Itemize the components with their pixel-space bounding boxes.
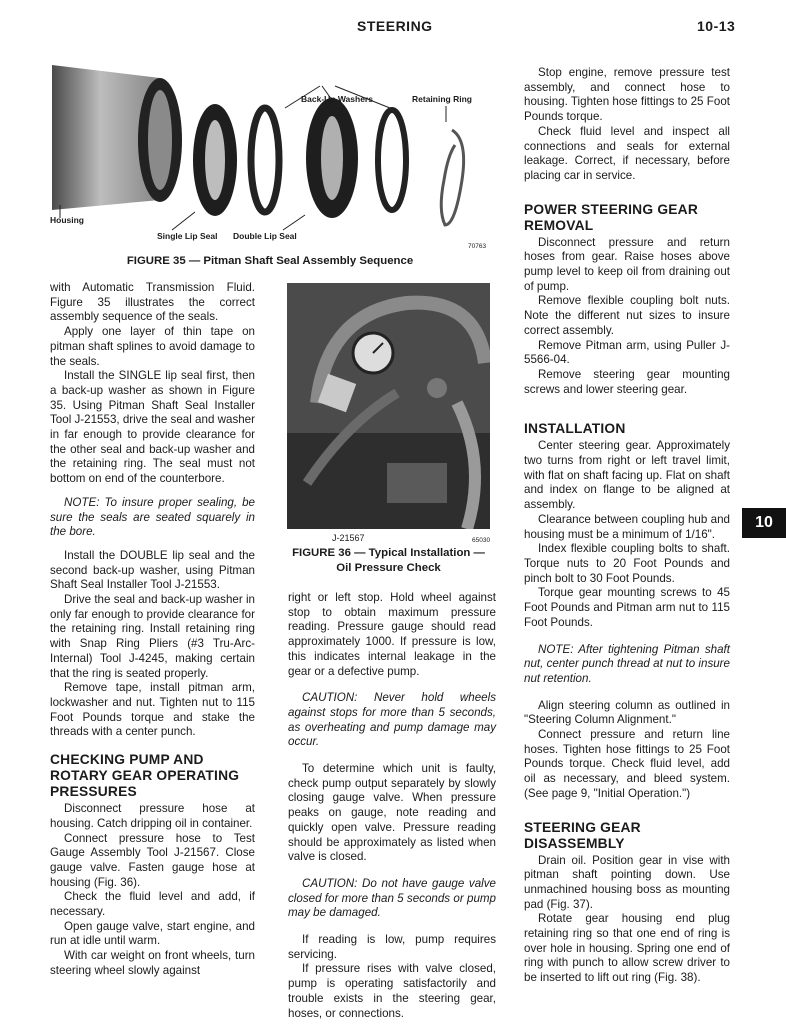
heading-installation: INSTALLATION [524,421,626,437]
heading-gear-disassembly: STEERING GEAR DISASSEMBLY [524,819,641,851]
right-p13: Drain oil. Position gear in vise with pitman shaft pointing down. Use unmachined housing boss as mounting pad (Fig. 37). [524,853,730,911]
right-p6: Remove steering gear mounting screws and lower steering gear. [524,367,730,396]
figure-35 [50,60,487,260]
mid-p1: right or left stop. Hold wheel against stop to obtain maximum pressure reading. Pressure gauge should read approximately 1000. If pressure is low, this indicates internal leakage in the gear or a defective pump. [288,591,496,678]
middle-column [288,591,496,1021]
mid-p2: To determine which unit is faulty, check pump output separately by slowly closing gauge valve. When pressure peaks on gauge, note reading and quickly open valve. Pressure reading should be approximately as listed when valve is closed. [288,762,496,864]
right-p9: Index flexible coupling bolts to shaft. Torque nuts to 20 Foot Pounds and pinch bolt to 30 Foot Pounds. [524,542,730,585]
left-p6: Remove tape, install pitman arm, lockwasher and nut. Tighten nut to 115 Foot Pounds torque and stake the threads with a center punch. [50,681,255,739]
right-column [524,66,730,986]
right-p1: Stop engine, remove pressure test assembly, and connect hose to housing. Tighten hose fittings to 25 Foot Pounds torque. [524,66,730,124]
right-p2: Check fluid level and inspect all connections and seals for external leakage. Correct, if necessary, before placing car in service. [524,124,730,182]
left-p2: Apply one layer of thin tape on pitman shaft splines to avoid damage to the seals. [50,325,255,368]
label-housing: Housing [50,215,84,225]
left-p7: Disconnect pressure hose at housing. Catch dripping oil in container. [50,802,255,830]
right-p7: Center steering gear. Approximately two turns from right or left travel limit, with flat on shaft facing up. Flat on shaft and index on flange to be aligned at assembly. [524,439,730,512]
figure-36-caption-line2: Oil Pressure Check [336,562,441,574]
right-p3: Disconnect pressure and return hoses from gear. Raise hoses above pump level to keep oil from draining out of pump. [524,235,730,293]
left-p4: Install the DOUBLE lip seal and the second back-up washer, using Pitman Shaft Seal Installer Tool J-21553. [50,548,255,592]
left-p1: with Automatic Transmission Fluid. Figure 35 illustrates the correct assembly sequence of the seals. [50,281,255,324]
mid-p4: If pressure rises with valve closed, pump is operating satisfactorily and trouble exists in the steering gear, hoses, or connections. [288,962,496,1020]
section-tab: 10 [742,508,786,538]
left-p3: Install the SINGLE lip seal first, then a back-up washer as shown in Figure 35. Using Pitman Shaft Seal Installer Tool J-21553, drive the seal and washer in far enough to provide clearance for the other seal and back-up washer and the retaining ring. The seal must not bottom on end of the counterbore. [50,369,255,486]
right-p4: Remove flexible coupling bolt nuts. Note the different nut sizes to insure correct assembly. [524,294,730,337]
left-p8: Connect pressure hose to Test Gauge Assembly Tool J-21567. Close gauge valve. Fasten gauge hose at housing (Fig. 36). [50,831,255,889]
label-backup-washers: Back-Up Washers [301,94,373,104]
right-p12: Connect pressure and return line hoses. Tighten hose fittings to 25 Foot Pounds torque. Check fluid level, add oil as necessary, and bleed system. (See page 9, "Initial Operation.") [524,728,730,800]
seal-assembly-illustration [50,60,480,260]
heading-gear-removal: POWER STEERING GEAR REMOVAL [524,201,698,233]
left-column [50,281,255,979]
page-number: 10-13 [697,18,736,34]
right-p10: Torque gear mounting screws to 45 Foot Pounds and Pitman arm nut to 115 Foot Pounds. [524,586,730,629]
left-note: NOTE: To insure proper sealing, be sure the seals are seated squarely in the bore. [50,495,255,539]
right-note: NOTE: After tightening Pitman shaft nut, center punch thread at nut to insure nut retention. [524,642,730,685]
label-retaining-ring: Retaining Ring [412,94,472,104]
figure-35-code: 70763 [468,243,487,250]
figure-36-caption-line1: FIGURE 36 — Typical Installation — [292,547,485,559]
figure-35-caption: FIGURE 35 — Pitman Shaft Seal Assembly Sequence [126,255,414,267]
mid-caution2: CAUTION: Do not have gauge valve closed for more than 5 seconds or pump may be damaged. [288,876,496,920]
section-title: STEERING [357,18,433,34]
right-p11: Align steering column as outlined in "Steering Column Alignment." [524,698,730,727]
right-p5: Remove Pitman arm, using Puller J-5566-04. [524,338,730,367]
mid-caution1: CAUTION: Never hold wheels against stops for more than 5 seconds, as overheating and pump damage may occur. [288,691,496,749]
left-p10: Open gauge valve, start engine, and run at idle until warm. [50,919,255,948]
label-single-lip-seal: Single Lip Seal [157,231,218,241]
label-double-lip-seal: Double Lip Seal [233,231,297,241]
left-p5: Drive the seal and back-up washer in only far enough to provide clearance for the retaining ring. Install retaining ring with Snap Ring Pliers (#3 Tru-Arc-Internal) Tool J-4245, making certain that the ring is seated properly. [50,593,255,680]
mid-p3: If reading is low, pump requires servicing. [288,933,496,961]
right-p8: Clearance between coupling hub and housing must be a minimum of 1/16". [524,512,730,541]
retaining-ring [441,130,463,225]
pressure-gauge-photo [287,283,490,529]
backup-washer-2 [378,110,406,210]
heading-checking-pump: CHECKING PUMP AND ROTARY GEAR OPERATING PRESSURES [50,752,240,800]
figure-36-photo [287,283,490,529]
backup-washer-1 [251,108,279,212]
left-p9: Check the fluid level and add, if necessary. [50,890,255,919]
figure-36-code: 65030 [472,537,491,544]
right-p14: Rotate gear housing end plug retaining ring so that one end of ring is over hole in housing. Spring one end of ring with punch to allow screw driver to be inserted to lift out ring (Fig. 38). [524,912,730,985]
figure-36-tool: J-21567 [332,533,365,543]
left-p11: With car weight on front wheels, turn steering wheel slowly against [50,949,255,977]
